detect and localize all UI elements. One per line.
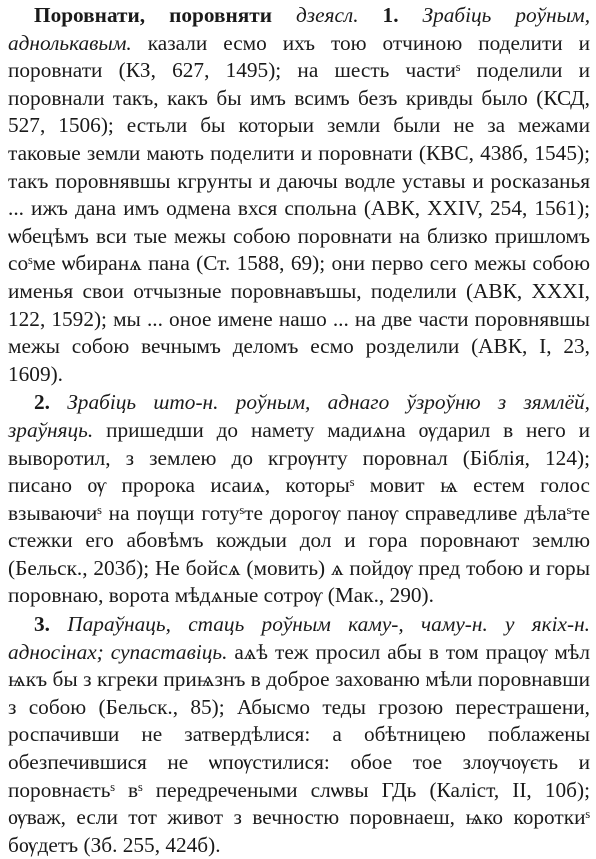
sense-citations: аѧѣ теж просил абы в том працѹ мѣл ѩкъ бы з кгреки приѩзнъ в доброе захованю мѣли поровнавши з собою (Бельск., 85); Абысмо теды грозою перестрашени, роспачивши не затвердѣлися: а обѣтницею поблажены обезпечившися не ѡпѹстилися: обое тое злѹчѹєть и поровнаєтьˢ вˢ передречеными слѡвы ГДь (Каліст, II, 10б); ѹваж, если тот живот з вечностю поровнаеш, ѩко короткиˢ бѹдетъ (Зб. 255, 424б). bbox=[8, 639, 590, 857]
part-of-speech: дзеясл. bbox=[296, 3, 359, 27]
sense-number: 3. bbox=[34, 612, 50, 637]
sense-2-paragraph bbox=[8, 389, 590, 610]
sense-3-paragraph bbox=[8, 611, 590, 859]
dictionary-entry bbox=[8, 2, 590, 859]
sense-definition: Зрабіць роўным, аднолькавым. bbox=[8, 3, 591, 55]
sense-number: 1. bbox=[382, 3, 399, 27]
sense-number: 2. bbox=[34, 390, 50, 415]
sense-citations: пришедши до намету мадиѧна ѹдарил в него и выворотил, з землею до кгрѹнту поровнал (Біблія, 124); писано ѹ пророка исаиѧ, которыˢ мовит ѩ естем голос взываючиˢ на пѹщи готуˢте дорогѹ панѹ справедливе дѣлаˢте стежки его абовѣмъ кождыи дол и гора поровнают землю (Бельск., 203б); Не бойсѧ (мовить) ѧ пойдѹ пред тобою и горы поровнаю, ворота мѣдѧные сотрѹ (Мак., 290). bbox=[8, 417, 591, 608]
headword: Поровнати, поровняти bbox=[34, 3, 273, 27]
sense-definition: Зрабіць што-н. роўным, аднаго ўзроўню з зямлёй, зраўняць. bbox=[8, 390, 590, 442]
sense-1-paragraph bbox=[8, 2, 590, 388]
sense-definition: Параўнаць, стаць роўным каму-, чаму-н. у якіх-н. адносінах; супаставіць. bbox=[8, 612, 590, 664]
sense-citations: казали есмо ихъ тою отчиною поделити и поровнати (КЗ, 627, 1495); на шесть частиˢ поделили и поровнали такъ, какъ бы имъ всимъ безъ кривды было (КСД, 527, 1506); естьли бы которыи земли были не за межами таковые земли мають поделити и поровнати (КВС, 438б, 1545); такъ поровнявшы кгрунты и даючы водле уставы и росказанья ... ижъ дана имъ одмена вхся спольна (АВК, XXIV, 254, 1561); ѡбецѣмъ вси тые межы собою поровнати на близко пришломъ соˢме ѡбиранѧ пана (Ст. 1588, 69); они перво сего межы собою именья свои отчызные поровнавъшы, поделили (АВК, XXXI, 122, 1592); мы ... оное имене нашо ... на две части поровнявшы межы собою вечнымъ деломъ есмо розделили (АВК, I, 23, 1609). bbox=[8, 30, 590, 386]
